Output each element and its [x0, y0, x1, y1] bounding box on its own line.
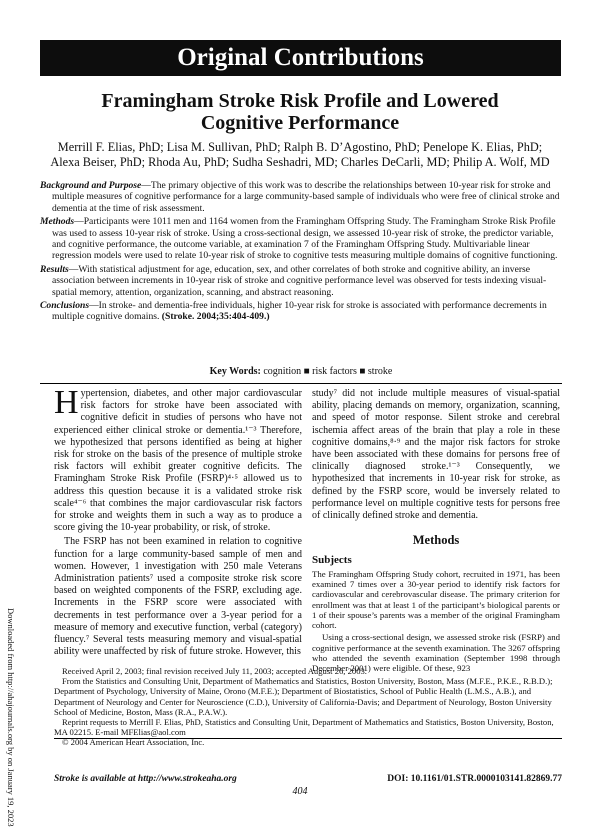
author-line-2: Alexa Beiser, PhD; Rhoda Au, PhD; Sudha Seshadri, MD; Charles DeCarli, MD; Philip A. Wolf, MD — [50, 155, 550, 169]
results-text: —With statistical adjustment for age, education, sex, and other correlates of both stroke and cognitive ability, an inverse association between increments in 10-year risk of stroke and cognitive performance level was observed for tests indexing visual-spatial memory, attention, organization, scanning, and abstract reasoning. — [52, 263, 547, 298]
conclusions-label: Conclusions — [40, 300, 90, 312]
reprints-note: Reprint requests to Merrill F. Elias, PhD, Statistics and Consulting Unit, Department of Mathematics and Statistics, Boston University, Boston, MA 02215. E-mail MFElias@aol.com — [54, 717, 554, 738]
background-label: Background and Purpose — [40, 180, 142, 191]
citation: (Stroke. 2004;35:404-409.) — [161, 311, 270, 323]
abstract-results — [40, 264, 562, 298]
intro-text-1: ypertension, diabetes, and other major cardiovascular risk factors for stroke have been associated with cognitive deficit in studies of persons who have not experienced either clinical stroke or dementia.¹⁻³ Therefore, we hypothesized that persons identified as being at higher risk for stroke on the basis of the presence of multiple stroke risk factors will exhibit greater cognitive deficits. The Framingham Stroke Risk Profile (FSRP)⁴·⁵ allowed us to address this question because it is a validated stroke risk scale⁴⁻⁶ that combines the major cardiovascular risk factors for stroke and weights them in such a way as to produce a score giving the 10-year probability, or risk, of stroke. — [54, 388, 302, 534]
results-label: Results — [40, 263, 69, 275]
page-number: 404 — [292, 786, 308, 797]
body-column-left — [54, 384, 302, 660]
keywords-label: Key Words: — [209, 366, 261, 377]
intro-paragraph-3: study⁷ did not include multiple measures of visual-spatial ability, placing demands on memory, organization, scanning, and speed of motor response. Silent stroke and cerebral ischemia affect areas of the brain that play a role in these cognitive domains,⁸·⁹ and the major risk factors for stroke have been associated with these domains for persons free of clinically diagnosed stroke.¹⁻³ Consequently, we hypothesized that increments in 10-year risk for stroke, as defined by the FSRP score, would be inversely related to performance level on multiple cognitive tests for persons free of clinically defined stroke and dementia. — [312, 388, 560, 522]
intro-paragraph-1 — [54, 384, 302, 534]
keywords-items: cognition ■ risk factors ■ stroke — [263, 366, 393, 377]
copyright-note: © 2004 American Heart Association, Inc. — [62, 737, 205, 748]
conclusions-text: —In stroke- and dementia-free individuals, higher 10-year risk for stroke is associated with performance decrements in multiple cognitive domains. — [52, 300, 547, 323]
methods-label: Methods — [40, 216, 75, 228]
journal-url[interactable]: Stroke is available at http://www.strokeaha.org — [54, 774, 237, 784]
received-note: Received April 2, 2003; final revision received July 11, 2003; accepted August 26, 2003. — [62, 666, 367, 676]
intro-paragraph-2: The FSRP has not been examined in relation to cognitive function for a large community-based sample of men and women. However, 1 investigation with 250 male Veterans Administration patients⁷ used a composite stroke risk score based on weighted components of the FSRP, excluding age. Increments in the FSRP score were associated with decrements in test performance over a 3-year period for a measure of memory and executive function, verbal (category) fluency.⁷ Several tests measuring memory and visual-spatial ability were unaffected by risk of future stroke. However, this — [54, 536, 302, 658]
author-line-1: Merrill F. Elias, PhD; Lisa M. Sullivan, PhD; Ralph B. D’Agostino, PhD; Penelope K. Elias, PhD; — [57, 140, 543, 154]
body-column-right — [312, 388, 560, 676]
subjects-paragraph-2: Using a cross-sectional design, we assessed stroke risk (FSRP) and cognitive performance at the seventh examination. The 3267 offspring who attended the seventh examination (September 1998 through December 2001) were eligible. Of these, 923 — [312, 632, 560, 674]
background-text: —The primary objective of this work was to describe the relationships between 10-year risk for stroke and multiple measures of cognitive performance for a large community-based sample of individuals who were free of clinical stroke and dementia at the time of risk assessment. — [52, 180, 560, 214]
author-list — [50, 140, 550, 170]
article-title: Framingham Stroke Risk Profile and Lowered Cognitive Performance — [101, 90, 499, 134]
subjects-paragraph-1: The Framingham Offspring Study cohort, recruited in 1971, has been examined 7 times over a 30-year period to identify risk factors for cardiovascular and cerebrovascular disease. The primary criterion for enrollment was that at least 1 of the participant’s biological parents or 1 of their spouse’s parents was a member of the original Framingham cohort. — [312, 568, 560, 631]
download-note: Downloaded from http://ahajournals.org by on January 19, 2023 — [6, 608, 16, 827]
methods-heading: Methods — [412, 533, 460, 548]
drop-cap: H — [54, 384, 79, 421]
abstract-background — [40, 180, 562, 214]
doi: DOI: 10.1161/01.STR.0000103141.82869.77 — [387, 774, 562, 784]
subjects-heading: Subjects — [312, 554, 352, 567]
affiliations-note: From the Statistics and Consulting Unit, Department of Mathematics and Statistics, Boston University, Boston, Mass (M.F.E., P.K.E., R.B.D.); Department of Psychology, University of Maine, Orono (M.F.E.); Department of Biostatistics, School of Public Health (L.M.S., A.B.), and Department of Neurology and Center for Neuroscience (C.D.), University of California-Davis; and Department of Neurology, Boston University School of Medicine, Boston, Mass (R.A., P.A.W.). — [54, 676, 553, 717]
abstract-methods — [40, 216, 562, 262]
methods-text: —Participants were 1011 men and 1164 women from the Framingham Offspring Study. The Framingham Stroke Risk Profile was used to assess 10-year risk of stroke. Using a cross-sectional design, we assessed 10-year risk of stroke, the predictor variable, and cognitive performance, the outcome variable, at examination 7 of the Framingham Offspring Study. Multivariable linear regression models were used to relate 10-year risk of stroke to cognitive tests measuring multiple domains of cognitive functioning. — [52, 216, 558, 262]
footnotes — [54, 666, 562, 748]
keywords — [40, 366, 562, 377]
abstract-conclusions — [40, 300, 562, 323]
abstract — [40, 180, 562, 325]
section-banner: Original Contributions — [40, 40, 561, 76]
abstract-divider — [40, 383, 562, 384]
